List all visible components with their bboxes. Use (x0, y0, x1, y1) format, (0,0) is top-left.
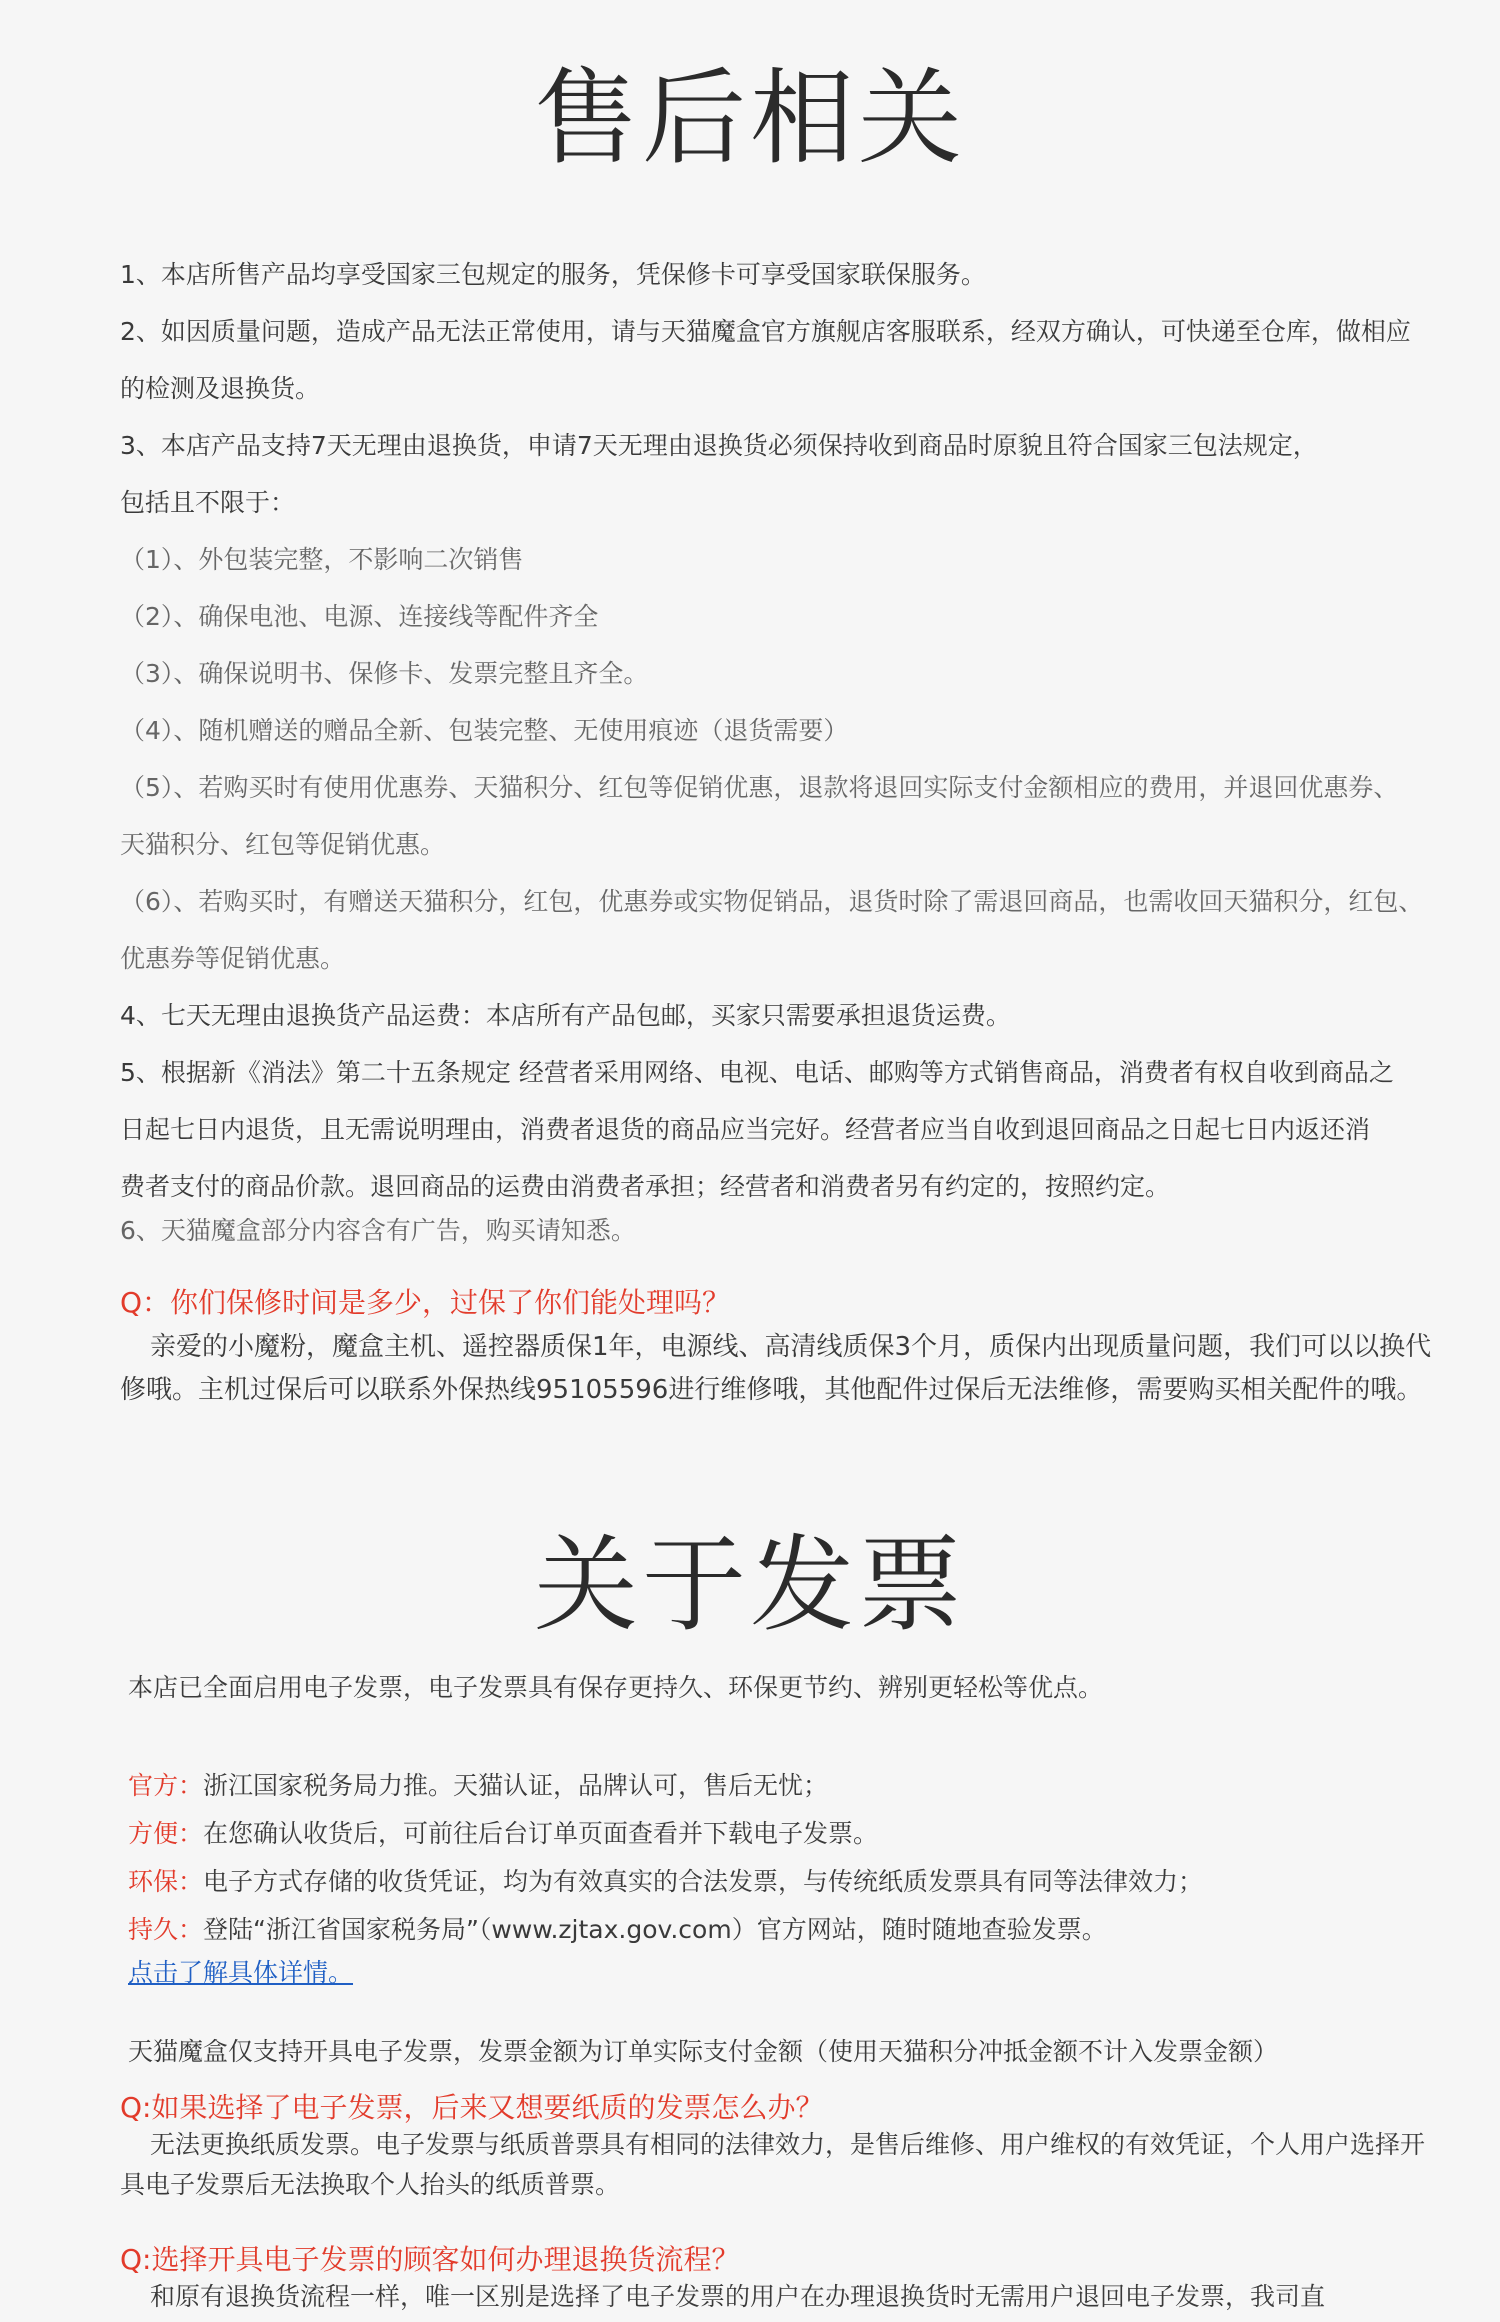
invoice-intro: 本店已全面启用电子发票，电子发票具有保存更持久、环保更节约、辨别更轻松等优点。 (128, 1673, 1104, 1702)
paper-invoice-question: Q:如果选择了电子发票，后来又想要纸质的发票怎么办？ (120, 2091, 824, 2124)
return-process-question: Q:选择开具电子发票的顾客如何办理退换货流程？ (120, 2243, 740, 2276)
after-sales-item: （6）、若购买时，有赠送天猫积分，红包，优惠券或实物促销品，退货时除了需退回商品，也需收回天猫积分，红包、 (120, 887, 1424, 916)
feature-key: 持久： (128, 1915, 204, 1944)
after-sales-item: 的检测及退换货。 (120, 374, 321, 403)
details-link[interactable]: 点击了解具体详情。 (128, 1958, 354, 1987)
after-sales-item: 5、根据新《消法》第二十五条规定 经营者采用网络、电视、电话、邮购等方式销售商品，消费者有权自收到商品之 (120, 1058, 1394, 1087)
feature-text: 电子方式存储的收货凭证，均为有效真实的合法发票，与传统纸质发票具有同等法律效力； (203, 1867, 1204, 1896)
feature-key: 方便： (128, 1819, 204, 1848)
after-sales-item: 费者支付的商品价款。退回商品的运费由消费者承担；经营者和消费者另有约定的，按照约定。 (120, 1172, 1171, 1201)
paper-invoice-answer: 无法更换纸质发票。电子发票与纸质普票具有相同的法律效力，是售后维修、用户维权的有效凭证，个人用户选择开具电子发票后无法换取个人抬头的纸质普票。 (120, 2130, 1426, 2199)
invoice-feature-durable (128, 1906, 1448, 1954)
after-sales-item: 1、本店所售产品均享受国家三包规定的服务，凭保修卡可享受国家联保服务。 (120, 260, 986, 289)
invoice-title: 关于发票 (533, 1524, 966, 1646)
ad-notice: 6、天猫魔盒部分内容含有广告，购买请知悉。 (120, 1216, 636, 1245)
feature-text: 在您确认收货后，可前往后台订单页面查看并下载电子发票。 (203, 1819, 879, 1848)
after-sales-item: 3、本店产品支持7天无理由退换货，申请7天无理由退换货必须保持收到商品时原貌且符合国家三包法规定， (120, 431, 1318, 460)
after-sales-item: 4、七天无理由退换货产品运费：本店所有产品包邮，买家只需要承担退货运费。 (120, 1001, 1011, 1030)
invoice-feature-eco (128, 1858, 1448, 1906)
feature-text: 登陆“浙江省国家税务局”（www.zjtax.gov.com）官方网站，随时随地查验发票。 (203, 1915, 1107, 1944)
after-sales-item: （2）、确保电池、电源、连接线等配件齐全 (120, 602, 599, 631)
after-sales-item: （3）、确保说明书、保修卡、发票完整且齐全。 (120, 659, 649, 688)
after-sales-item: （4）、随机赠送的赠品全新、包装完整、无使用痕迹（退货需要） (120, 716, 849, 745)
invoice-support-note: 天猫魔盒仅支持开具电子发票，发票金额为订单实际支付金额（使用天猫积分冲抵金额不计入发票金额） (128, 2037, 1279, 2066)
feature-key: 官方： (128, 1771, 204, 1800)
after-sales-item: 2、如因质量问题，造成产品无法正常使用，请与天猫魔盒官方旗舰店客服联系，经双方确认，可快递至仓库，做相应 (120, 317, 1411, 346)
return-process-answer: 和原有退换货流程一样，唯一区别是选择了电子发票的用户在办理退换货时无需用户退回电子发票，我司直 (150, 2282, 1326, 2311)
invoice-feature-convenient (128, 1810, 1448, 1858)
after-sales-item: 天猫积分、红包等促销优惠。 (120, 830, 446, 859)
invoice-feature-official (128, 1762, 1448, 1810)
after-sales-item: （5）、若购买时有使用优惠券、天猫积分、红包等促销优惠，退款将退回实际支付金额相应的费用，并退回优惠券、 (120, 773, 1399, 802)
after-sales-item: （1）、外包装完整，不影响二次销售 (120, 545, 524, 574)
warranty-question: Q：你们保修时间是多少，过保了你们能处理吗？ (120, 1286, 731, 1319)
after-sales-title: 售后相关 (533, 57, 966, 179)
after-sales-item: 日起七日内退货，且无需说明理由，消费者退货的商品应当完好。经营者应当自收到退回商品之日起七日内返还消 (120, 1115, 1371, 1144)
feature-text: 浙江国家税务局力推。天猫认证，品牌认可，售后无忧； (203, 1771, 829, 1800)
feature-key: 环保： (128, 1867, 204, 1896)
after-sales-item: 包括且不限于： (120, 488, 296, 517)
warranty-answer: 亲爱的小魔粉，魔盒主机、遥控器质保1年，电源线、高清线质保3个月，质保内出现质量问题，我们可以以换代修哦。主机过保后可以联系外保热线95105596进行维修哦，其他配件过保后无法维修，需要购买相关配件的哦。 (120, 1332, 1432, 1405)
after-sales-item: 优惠券等促销优惠。 (120, 944, 346, 973)
